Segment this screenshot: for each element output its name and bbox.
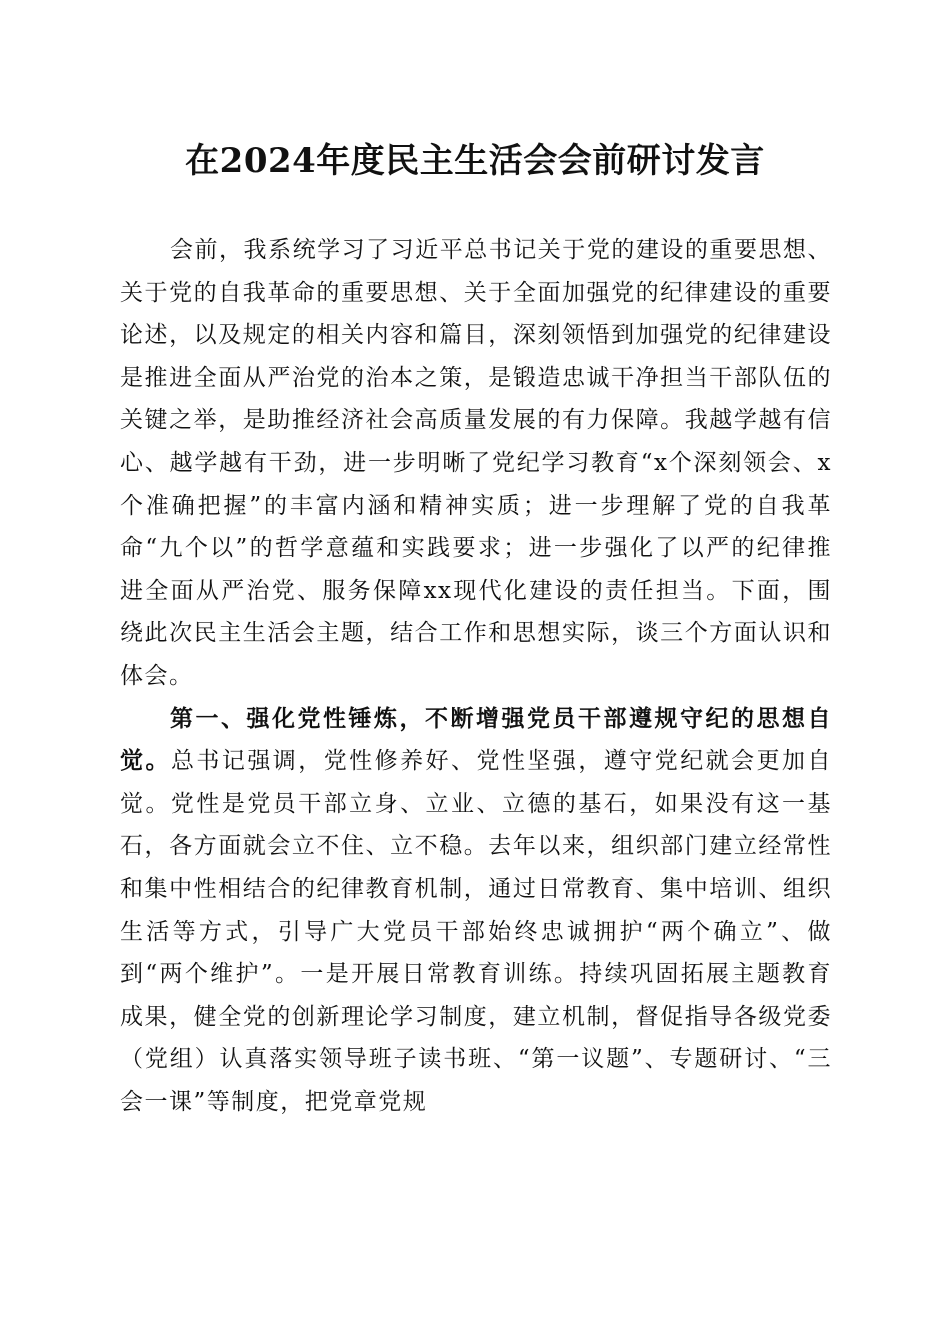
document-body bbox=[120, 229, 832, 1123]
paragraph-first-point bbox=[120, 698, 832, 1124]
document-title: 在2024年度民主生活会会前研讨发言 bbox=[185, 141, 765, 181]
paragraph-text: 总书记强调，党性修养好、党性坚强，遵守党纪就会更加自觉。党性是党员干部立身、立业、立德的基石，如果没有这一基石，各方面就会立不住、立不稳。去年以来，组织部门建立经常性和集中性相结合的纪律教育机制，通过日常教育、集中培训、组织生活等方式，引导广大党员干部始终忠诚拥护“两个确立”、做到“两个维护”。一是开展日常教育训练。持续巩固拓展主题教育成果，健全党的创新理论学习制度，建立机制，督促指导各级党委（党组）认真落实领导班子读书班、“第一议题”、专题研讨、“三会一课”等制度，把党章党规 bbox=[120, 748, 833, 1115]
paragraph-lead: 第一、强化党性锤炼，不断增强党员干部遵规守纪的思想自觉。 bbox=[120, 704, 832, 775]
paragraph-text: 会前，我系统学习了习近平总书记关于党的建设的重要思想、关于党的自我革命的重要思想、关于全面加强党的纪律建设的重要论述，以及规定的相关内容和篇目，深刻领悟到加强党的纪律建设是推进全面从严治党的治本之策，是锻造忠诚干净担当干部队伍的关键之举，是助推经济社会高质量发展的有力保障。我越学越有信心、越学越有干劲，进一步明晰了党纪学习教育“x个深刻领会、x个准确把握”的丰富内涵和精神实质；进一步理解了党的自我革命“九个以”的哲学意蕴和实践要求；进一步强化了以严的纪律推进全面从严治党、服务保障xx现代化建设的责任担当。下面，围绕此次民主生活会主题，结合工作和思想实际，谈三个方面认识和体会。 bbox=[120, 237, 832, 689]
paragraph-intro bbox=[120, 229, 832, 698]
